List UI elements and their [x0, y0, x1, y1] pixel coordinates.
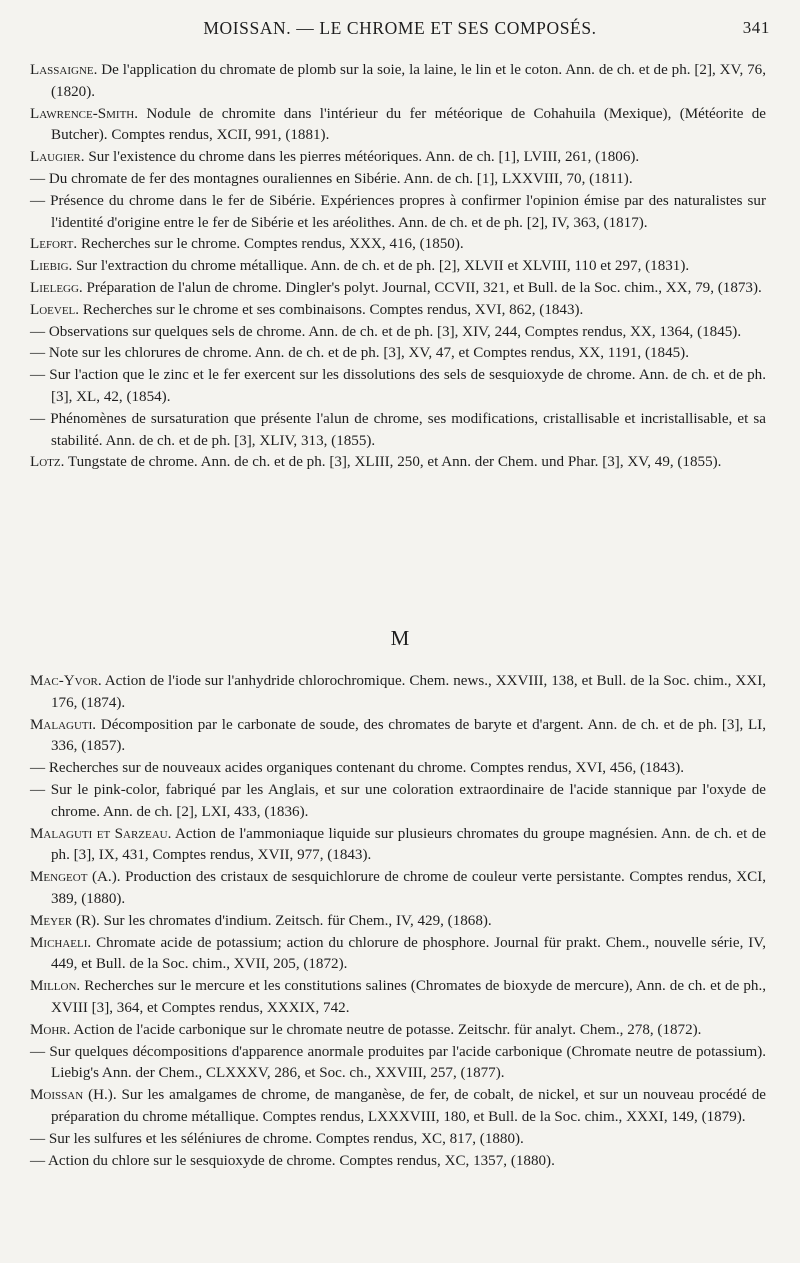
- entry-author: Millon.: [30, 978, 81, 995]
- entry-author: Laugier.: [30, 149, 85, 166]
- entry-author: Malaguti.: [30, 716, 97, 733]
- bib-entry: [30, 780, 766, 824]
- entry-author: Loevel.: [30, 301, 80, 318]
- bib-entry: [30, 191, 766, 235]
- entry-text: De l'application du chromate de plomb sur la soie, la laine, le lin et le coton. Ann. de ch. et de ph. [2], XV, 76, (1820).: [51, 62, 766, 100]
- bib-entry: [30, 256, 766, 278]
- entry-author: Malaguti et Sarzeau.: [30, 825, 172, 842]
- bib-entry: [30, 1042, 766, 1086]
- bib-entry: [30, 1085, 766, 1129]
- bibliography-list-m: [30, 671, 766, 1172]
- entry-text: — Sur les sulfures et les séléniures de chrome. Comptes rendus, XC, 817, (1880).: [30, 1130, 524, 1147]
- bib-entry: [30, 933, 766, 977]
- entry-text: — Phénomènes de sursaturation que présente l'alun de chrome, ses modifications, cristallisable et incristallisable, et sa stabilité. Ann. de ch. et de ph. [3], XLIV, 313, (1855).: [30, 410, 766, 449]
- entry-author: Liebig.: [30, 258, 73, 275]
- entry-author: Mohr.: [30, 1021, 71, 1038]
- entry-text: Préparation de l'alun de chrome. Dingler's polyt. Journal, CCVII, 321, et Bull. de la Soc. chim., XX, 79, (1873).: [82, 279, 762, 296]
- bib-entry: [30, 911, 766, 933]
- bib-entry: [30, 1020, 766, 1042]
- bib-entry: [30, 867, 766, 911]
- entry-text: Chromate acide de potassium; action du chlorure de phosphore. Journal für prakt. Chem., nouvelle série, IV, 449, et Bull. de la Soc. chim., XVII, 205, (1872).: [51, 934, 766, 973]
- entry-text: — Du chromate de fer des montagnes ouraliennes en Sibérie. Ann. de ch. [1], LXXVIII, 70, (1811).: [30, 170, 633, 187]
- entry-text: Sur l'existence du chrome dans les pierres météoriques. Ann. de ch. [1], LVIII, 261, (1806).: [84, 149, 640, 166]
- bib-entry: [30, 300, 766, 322]
- entry-author: Lassaigne.: [30, 62, 98, 78]
- entry-text: Action de l'acide carbonique sur le chromate neutre de potasse. Zeitschr. für analyt. Chem., 278, (1872).: [70, 1021, 702, 1038]
- bibliography-list-l: [30, 60, 766, 474]
- entry-text: Recherches sur le chrome et ses combinaisons. Comptes rendus, XVI, 862, (1843).: [79, 301, 584, 318]
- entry-text: — Sur le pink-color, fabriqué par les Anglais, et sur une coloration extraordinaire de l'acide stannique par l'oxyde de chrome. Ann. de ch. [2], LXI, 433, (1836).: [30, 781, 766, 820]
- bib-entry: [30, 104, 766, 148]
- entry-text: Production des cristaux de sesquichlorure de chrome de couleur verte persistante. Comptes rendus, XCI, 389, (1880).: [51, 869, 766, 907]
- bib-entry: [30, 758, 766, 780]
- bib-entry: [30, 60, 766, 104]
- bib-entry: [30, 976, 766, 1020]
- entry-text: — Observations sur quelques sels de chrome. Ann. de ch. et de ph. [3], XIV, 244, Comptes rendus, XX, 1364, (1845).: [30, 323, 742, 340]
- entry-author: Mengeot (A.).: [30, 869, 121, 886]
- bib-entry: [30, 824, 766, 868]
- entry-text: Action de l'ammoniaque liquide sur plusieurs chromates du groupe magnésien. Ann. de ch. et de ph. [3], IX, 431, Comptes rendus, XVII, 977, (1843).: [51, 825, 766, 864]
- bib-entry: [30, 365, 766, 409]
- bib-entry: [30, 343, 766, 365]
- entry-text: Sur l'extraction du chrome métallique. Ann. de ch. et de ph. [2], XLVII et XLVIII, 110 et 297, (1831).: [72, 258, 690, 275]
- bib-entry: [30, 169, 766, 191]
- entry-author: Lawrence-Smith.: [30, 105, 139, 122]
- entry-text: — Sur quelques décompositions d'apparence anormale produites par l'acide carbonique (Chromate neutre de potassium). Liebig's Ann. der Chem., CLXXXV, 286, et Soc. ch., XXVIII, 257, (1877).: [30, 1043, 766, 1082]
- entry-text: — Présence du chrome dans le fer de Sibérie. Expériences propres à confirmer l'opinion émise par des naturalistes sur l'identité d'origine entre le fer de Sibérie et les aréolithes. Ann. de ch. et de ph. [2], IV, 363, (1817).: [30, 192, 766, 231]
- entry-text: Nodule de chromite dans l'intérieur du fer météorique de Cohahuila (Mexique), (Météorite de Butcher). Comptes rendus, XCII, 991, (1881).: [51, 105, 766, 144]
- entry-author: Lefort.: [30, 236, 78, 253]
- entry-author: Mac-Yvor.: [30, 673, 102, 689]
- bib-entry: [30, 322, 766, 344]
- entry-text: — Sur l'action que le zinc et le fer exercent sur les dissolutions des sels de sesquioxyde de chrome. Ann. de ch. et de ph. [3], XL, 42, (1854).: [30, 367, 766, 405]
- bib-entry: [30, 715, 766, 759]
- entry-text: Recherches sur le mercure et les constitutions salines (Chromates de bioxyde de mercure), Ann. de ch. et de ph., XVIII [3], 364, et Comptes rendus, XXXIX, 742.: [51, 978, 766, 1016]
- entry-text: Sur les amalgames de chrome, de manganèse, de fer, de cobalt, de nickel, et sur un nouveau procédé de préparation du chrome métallique. Comptes rendus, LXXXVIII, 180, et Bull. de la Soc. chim., XXXI, 149, (1879).: [51, 1087, 766, 1125]
- bib-entry: [30, 1151, 766, 1173]
- running-header: [30, 18, 770, 48]
- bib-entry: [30, 1129, 766, 1151]
- entry-author: Lielegg.: [30, 279, 83, 296]
- entry-author: Lotz.: [30, 454, 65, 471]
- entry-text: — Note sur les chlorures de chrome. Ann. de ch. et de ph. [3], XV, 47, et Comptes rendus, XX, 1191, (1845).: [30, 345, 689, 362]
- section-heading: M: [390, 626, 410, 650]
- bib-entry: [30, 278, 766, 300]
- entry-text: Décomposition par le carbonate de soude, des chromates de baryte et d'argent. Ann. de ch. et de ph. [3], LI, 336, (1857).: [51, 716, 766, 755]
- entry-author: Moissan (H.).: [30, 1087, 117, 1104]
- entry-text: Sur les chromates d'indium. Zeitsch. für Chem., IV, 429, (1868).: [99, 912, 492, 929]
- entry-text: Tungstate de chrome. Ann. de ch. et de ph. [3], XLIII, 250, et Ann. der Chem. und Phar. [3], XV, 49, (1855).: [64, 454, 722, 471]
- bib-entry: [30, 452, 766, 474]
- entry-text: — Recherches sur de nouveaux acides organiques contenant du chrome. Comptes rendus, XVI, 456, (1843).: [30, 760, 685, 777]
- entry-author: Meyer (R).: [30, 912, 100, 929]
- bib-entry: [30, 671, 766, 715]
- entry-text: Action de l'iode sur l'anhydride chlorochromique. Chem. news., XXVIII, 138, et Bull. de la Soc. chim., XXI, 176, (1874).: [51, 673, 766, 711]
- page-number: 341: [742, 18, 770, 37]
- entry-author: Michaeli.: [30, 934, 92, 951]
- bib-entry: [30, 147, 766, 169]
- bib-entry: [30, 234, 766, 256]
- entry-text: — Action du chlore sur le sesquioxyde de chrome. Comptes rendus, XC, 1357, (1880).: [30, 1152, 555, 1169]
- entry-text: Recherches sur le chrome. Comptes rendus, XXX, 416, (1850).: [77, 236, 464, 253]
- running-title: MOISSAN. — LE CHROME ET SES COMPOSÉS.: [203, 18, 597, 38]
- bib-entry: [30, 409, 766, 453]
